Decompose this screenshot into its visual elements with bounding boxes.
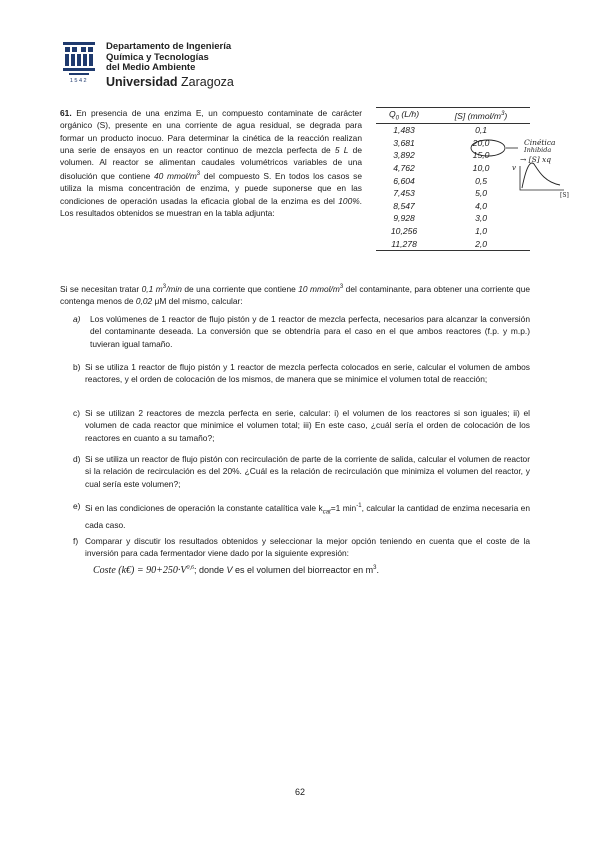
formula-expression: Coste (k€) = 90+250·V: [93, 565, 187, 576]
cell-flow: 9,928: [393, 213, 415, 224]
question-e: [73, 500, 530, 531]
question-d: [73, 453, 530, 490]
cell-concentration: 4,0: [475, 200, 488, 211]
cell-flow: 10,256: [390, 226, 418, 237]
text: 3: [501, 110, 505, 117]
university-logo: [60, 40, 98, 88]
cell-concentration: 0,5: [475, 175, 488, 186]
cell-flow: 3,681: [393, 137, 415, 148]
cell-flow: 1,483: [393, 125, 415, 136]
university-name: [106, 75, 234, 89]
text: 3: [162, 284, 167, 290]
question-label: f): [73, 536, 79, 546]
cell-concentration: 5,0: [475, 188, 488, 199]
text: 3: [339, 284, 344, 290]
text: , calcular la cantidad de enzima necesaria en cada caso.: [85, 502, 530, 530]
column-header-concentration: [432, 108, 530, 124]
cell-concentration: 0,1: [475, 125, 488, 136]
annotation-axis-v: v: [512, 164, 516, 172]
question-text: [73, 500, 530, 531]
text: de volumen. Al reactor se alimentan caudales volumétricos variables de una disolución que contiene: [60, 144, 362, 182]
cell-flow: 7,453: [393, 188, 415, 199]
header: [60, 40, 300, 90]
text: μM del mismo, calcular:: [152, 296, 243, 307]
text: En presencia de una enzima E, un compuesto contaminate de carácter orgánico (S), presente en una corriente de agua residual, se degrada para formar un producto inocuo. Para determinar la cinética de la reacción realizan una serie de ensayos en un reactor continuo de mezcla perfecta de: [60, 108, 362, 155]
question-text: Si se utilizan 2 reactores de mezcla perfecta en serie, calcular: i) el volumen de los reactores si son iguales; ii) el volumen de cada reactor que minimice el volumen total; iii) En este caso, ¿cuál sería el orden de colocación de los reactores en cuanto a su tamaño?;: [85, 408, 530, 443]
table-row: [376, 225, 530, 238]
text: =1 min: [330, 502, 357, 513]
text: 10 mmol/m: [298, 283, 340, 294]
table-row: [376, 237, 530, 250]
text: ; donde: [193, 565, 227, 575]
question-text: Comparar y discutir los resultados obtenidos y seleccionar la mejor opción teniendo en cuenta que el coste de la inversión para cada fermentador viene dado por la siguiente expresión:: [85, 536, 530, 559]
text: .: [376, 565, 379, 575]
cell-concentration: 20,0: [472, 137, 490, 148]
department-line: del Medio Ambiente: [106, 62, 196, 73]
text: 0,02: [135, 296, 153, 307]
cell-concentration: 1,0: [475, 226, 488, 237]
formula-exponent: 0,6: [186, 565, 194, 571]
text: 5 L: [334, 144, 349, 155]
text: Q: [388, 109, 396, 120]
text: [S] (mmol/m: [454, 110, 502, 121]
question-label: b): [73, 362, 81, 372]
text: de una corriente que contiene: [181, 283, 299, 294]
text: 0: [395, 115, 400, 122]
column-header-flow: [376, 108, 432, 124]
text: . Los resultados obtenidos se muestran en la tabla adjunta:: [60, 195, 362, 218]
question-label: c): [73, 408, 80, 418]
annotation-axis-s: [S]: [560, 192, 569, 199]
department-line: Departamento de Ingeniería: [106, 41, 232, 52]
question-f: [73, 535, 530, 560]
question-b: [73, 361, 530, 386]
table-header-row: [376, 108, 530, 124]
problem-statement: [60, 107, 362, 219]
text: ): [504, 110, 508, 121]
question-text: Si se utiliza un reactor de flujo pistón con recirculación de parte de la corriente de salida, calcular el volumen de reactor si la relación de recirculación es del 20%. ¿Cuál es la relación de recirculación que minimiza el volumen del reactor, y cual sería este volumen?;: [85, 454, 530, 489]
question-label: a): [73, 314, 81, 324]
annotation-line: Cinética: [524, 138, 556, 147]
text: V: [226, 565, 233, 575]
text: (L/h): [399, 109, 420, 120]
question-label: d): [73, 454, 81, 464]
table-row: [376, 124, 530, 137]
annotation-line: Inhibida: [524, 146, 552, 154]
cell-concentration: 3,0: [475, 213, 488, 224]
question-text: Si se utiliza 1 reactor de flujo pistón y 1 reactor de mezcla perfecta colocados en serie, calcular el volumen de ambos reactores, y el orden de colocación de los mismos, de manera que se minimice el volumen total de reacción;: [85, 362, 530, 385]
text: del contaminante, para obtener una corriente que contenga menos de: [60, 283, 531, 307]
text: 40 mmol/m: [154, 171, 197, 182]
question-label: e): [73, 501, 81, 511]
cell-flow: 11,278: [376, 237, 432, 250]
text: -1: [356, 503, 362, 509]
university-name-bold: Universidad: [106, 75, 178, 89]
handwritten-annotation: [468, 138, 578, 208]
question-c: [73, 407, 530, 444]
cell-flow: 8,547: [393, 200, 415, 211]
department-line: Química y Tecnologías: [106, 51, 209, 63]
text: 3: [196, 171, 201, 178]
text: Si se necesitan tratar: [60, 283, 142, 294]
cell-flow: 6,604: [393, 175, 415, 186]
university-name-city: Zaragoza: [181, 75, 234, 89]
cell-concentration: 10,0: [472, 163, 490, 174]
cell-flow: 3,892: [393, 150, 415, 161]
page-number: 62: [294, 787, 305, 797]
question-text: Los volúmenes de 1 reactor de flujo pistón y de 1 reactor de mezcla perfecta, necesarios para alcanzar la conversión del contaminante deseada. La conversión que se obtendría para el caso en el que ambos reactores (f.p. y m.p.) tuvieran igual tamaño.: [90, 314, 530, 349]
text: 100%: [338, 195, 360, 206]
intro-paragraph: [60, 281, 530, 307]
cell-flow: 4,762: [393, 163, 415, 174]
department-name: [106, 42, 231, 74]
problem-number: 61.: [60, 108, 72, 118]
logo-year: 1542: [69, 78, 89, 84]
text: del compuesto S. En todos los casos se utiliza la misma concentración de enzima, y puede suponerse que en las condiciones de operación usadas la eficacia global de la enzima es del: [60, 171, 362, 206]
text: cat: [322, 509, 331, 516]
table-row: [376, 212, 530, 225]
text: es el volumen del biorreactor en m: [232, 565, 374, 575]
cost-formula: [93, 565, 379, 576]
question-a: [73, 313, 530, 350]
cell-concentration: 2,0: [432, 237, 530, 250]
cell-concentration: 15,0: [472, 150, 490, 161]
text: /min: [166, 283, 182, 294]
text: 3: [373, 565, 377, 571]
text: 0,1 m: [141, 283, 163, 294]
annotation-line: → [S] xq: [520, 155, 552, 164]
text: Si en las condiciones de operación la constante catalítica vale k: [85, 502, 323, 513]
